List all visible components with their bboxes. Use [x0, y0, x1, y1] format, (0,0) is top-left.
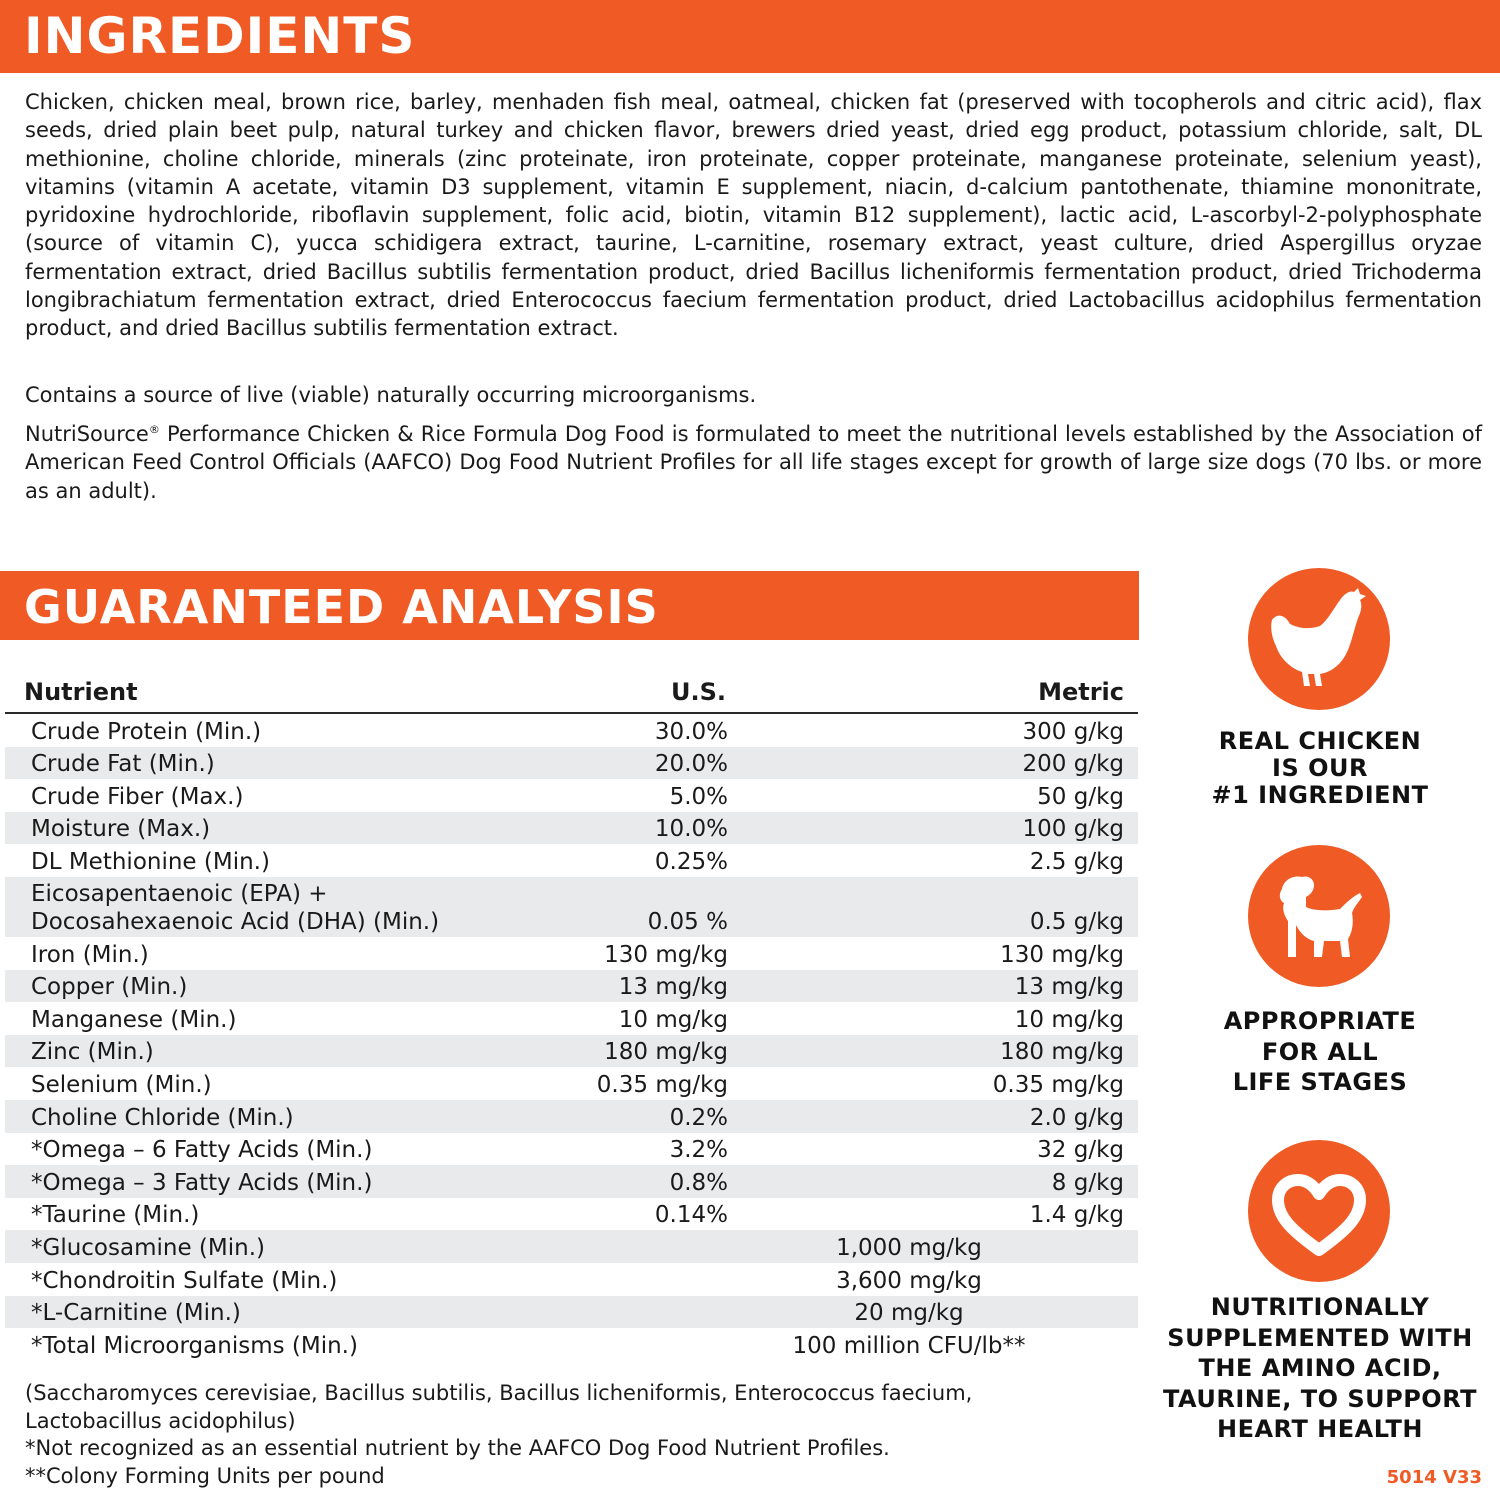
table-row — [5, 1165, 1138, 1198]
header-nutrient: Nutrient — [24, 678, 138, 706]
nutrient-name: *Chondroitin Sulfate (Min.) — [31, 1267, 338, 1294]
metric-value: 0.5 g/kg — [1029, 908, 1124, 935]
claim-line: LIFE STAGES — [1232, 1068, 1408, 1096]
nutrient-name: Moisture (Max.) — [31, 816, 211, 843]
nutrient-name: Eicosapentaenoic (EPA) + — [31, 880, 328, 907]
nutrient-name: Iron (Min.) — [31, 941, 149, 968]
table-row — [5, 844, 1138, 877]
metric-value: 1.4 g/kg — [1029, 1202, 1124, 1229]
claim-taurine — [1140, 1292, 1500, 1445]
metric-value: 10 mg/kg — [1014, 1006, 1124, 1033]
table-row — [5, 1296, 1138, 1329]
us-value: 10.0% — [654, 816, 728, 843]
metric-value: 32 g/kg — [1037, 1137, 1124, 1164]
claim-line: IS OUR — [1272, 754, 1368, 782]
metric-value: 8 g/kg — [1051, 1169, 1124, 1196]
table-row — [5, 937, 1138, 970]
table-row — [5, 1133, 1138, 1166]
claim-line: APPROPRIATE — [1223, 1007, 1417, 1035]
us-value: 30.0% — [654, 718, 728, 745]
footnote: **Colony Forming Units per pound — [25, 1463, 385, 1488]
nutrient-name: Copper (Min.) — [31, 974, 188, 1001]
footnote: (Saccharomyces cerevisiae, Bacillus subtilis, Bacillus licheniformis, Enterococcus faecium, — [25, 1381, 973, 1405]
us-value: 20.0% — [654, 751, 728, 778]
header-us: U.S. — [670, 678, 726, 706]
nutrient-name: Docosahexaenoic Acid (DHA) (Min.) — [31, 908, 440, 935]
table-row — [5, 1328, 1138, 1361]
nutrient-name: Crude Fiber (Max.) — [31, 783, 244, 810]
metric-value: 180 mg/kg — [1000, 1039, 1124, 1066]
claim-life-stages — [1140, 1006, 1500, 1098]
footnotes — [25, 1380, 1125, 1490]
claim-line: FOR ALL — [1261, 1037, 1379, 1066]
table-row — [5, 812, 1138, 845]
claim-line: THE AMINO ACID, — [1198, 1354, 1442, 1382]
puppy-icon — [1248, 845, 1390, 987]
metric-value: 50 g/kg — [1037, 783, 1124, 810]
us-value: 0.14% — [654, 1202, 728, 1229]
nutrient-name: Crude Fat (Min.) — [31, 751, 215, 778]
metric-value: 2.5 g/kg — [1029, 848, 1124, 875]
us-value: 3.2% — [669, 1137, 728, 1164]
nutrient-name: Crude Protein (Min.) — [31, 718, 262, 745]
metric-value: 130 mg/kg — [1000, 941, 1124, 968]
nutrient-name: Selenium (Min.) — [31, 1071, 212, 1098]
product-code: 5014 V33 — [1386, 1467, 1482, 1488]
heart-icon — [1248, 1140, 1390, 1282]
table-row — [5, 877, 1138, 937]
combined-value: 100 million CFU/lb** — [792, 1332, 1026, 1359]
nutrient-name: Choline Chloride (Min.) — [31, 1104, 294, 1131]
microorganisms-note: Contains a source of live (viable) naturally occurring microorganisms. — [25, 383, 757, 407]
claim-line: NUTRITIONALLY — [1210, 1293, 1430, 1321]
metric-value: 0.35 mg/kg — [992, 1071, 1124, 1098]
table-row — [5, 1035, 1138, 1068]
nutrient-name: Manganese (Min.) — [31, 1006, 237, 1033]
table-row — [5, 714, 1138, 747]
table-row — [5, 1263, 1138, 1296]
us-value: 180 mg/kg — [604, 1039, 728, 1066]
nutrient-name: *Omega – 3 Fatty Acids (Min.) — [31, 1169, 373, 1196]
us-value: 5.0% — [669, 783, 728, 810]
us-value: 130 mg/kg — [604, 941, 728, 968]
combined-value: 3,600 mg/kg — [836, 1267, 982, 1294]
metric-value: 200 g/kg — [1022, 751, 1124, 778]
claim-line: TAURINE, TO SUPPORT — [1163, 1384, 1477, 1413]
table-row — [5, 1230, 1138, 1263]
footnote: *Not recognized as an essential nutrient by the AAFCO Dog Food Nutrient Profiles. — [25, 1436, 890, 1460]
claim-real-chicken — [1140, 728, 1500, 809]
analysis-title: GUARANTEED ANALYSIS — [0, 571, 1139, 640]
table-header — [5, 674, 1138, 714]
metric-value: 300 g/kg — [1022, 718, 1124, 745]
nutrient-name: *L-Carnitine (Min.) — [31, 1300, 241, 1327]
metric-value: 13 mg/kg — [1014, 974, 1124, 1001]
chicken-icon — [1248, 568, 1390, 710]
combined-value: 20 mg/kg — [854, 1300, 964, 1327]
claim-line: SUPPLEMENTED WITH — [1167, 1323, 1473, 1352]
table-row — [5, 1198, 1138, 1231]
statement-text: Performance Chicken & Rice Formula Dog Food is formulated to meet the nutritional levels established by the Association of American Feed Control Officials (AAFCO) Dog Food Nutrient Profiles for all life stages except for growth of large size dogs (70 lbs. or more as an adult). — [25, 422, 1482, 503]
us-value: 0.2% — [669, 1104, 728, 1131]
claim-line: HEART HEALTH — [1216, 1415, 1423, 1443]
metric-value: 100 g/kg — [1022, 816, 1124, 843]
us-value: 0.8% — [669, 1169, 728, 1196]
us-value: 10 mg/kg — [618, 1006, 728, 1033]
us-value: 0.25% — [654, 848, 728, 875]
us-value: 13 mg/kg — [618, 974, 728, 1001]
claim-line: REAL CHICKEN — [1218, 727, 1422, 755]
table-body — [5, 714, 1138, 1361]
table-row — [5, 970, 1138, 1003]
ingredients-list: Chicken, chicken meal, brown rice, barley, menhaden fish meal, oatmeal, chicken fat (preserved with tocopherols and citric acid), flax seeds, dried plain beet pulp, natural turkey and chicken flavor, brewers dried yeast, dried egg product, potassium chloride, salt, DL methionine, choline chloride, minerals (zinc proteinate, iron proteinate, copper proteinate, manganese proteinate, selenium yeast), vitamins (vitamin A acetate, vitamin D3 supplement, vitamin E supplement, niacin, d-calcium pantothenate, thiamine mononitrate, pyridoxine hydrochloride, riboflavin supplement, folic acid, biotin, vitamin B12 supplement), lactic acid, L-ascorbyl-2-polyphosphate (source of vitamin C), yucca schidigera extract, taurine, L-carnitine, rosemary extract, yeast culture, dried Aspergillus oryzae fermentation extract, dried Bacillus subtilis fermentation product, dried Bacillus licheniformis fermentation product, dried Trichoderma longibrachiatum fermentation extract, dried Enterococcus faecium fermentation product, dried Lactobacillus acidophilus fermentation product, and dried Bacillus subtilis fermentation extract. — [25, 90, 1482, 341]
us-value: 0.05 % — [647, 908, 728, 935]
table-row — [5, 1002, 1138, 1035]
table-row — [5, 779, 1138, 812]
registered-mark: ® — [148, 423, 160, 436]
aafco-statement — [25, 420, 1482, 505]
nutrient-name: Zinc (Min.) — [31, 1039, 154, 1066]
table-row — [5, 1067, 1138, 1100]
table-row — [5, 1100, 1138, 1133]
table-row — [5, 747, 1138, 780]
nutrient-name: *Total Microorganisms (Min.) — [31, 1332, 358, 1359]
footnote: Lactobacillus acidophilus) — [25, 1408, 296, 1433]
brand-name: NutriSource — [25, 422, 149, 446]
claim-line: #1 INGREDIENT — [1211, 781, 1429, 809]
nutrient-name: DL Methionine (Min.) — [31, 848, 270, 875]
nutrient-name: *Taurine (Min.) — [31, 1202, 200, 1229]
ingredients-title: INGREDIENTS — [0, 0, 1500, 73]
us-value: 0.35 mg/kg — [596, 1071, 728, 1098]
nutrient-name: *Glucosamine (Min.) — [31, 1234, 265, 1261]
analysis-table — [5, 674, 1138, 1361]
metric-value: 2.0 g/kg — [1029, 1104, 1124, 1131]
header-metric: Metric — [1038, 678, 1124, 706]
nutrient-name: *Omega – 6 Fatty Acids (Min.) — [31, 1137, 373, 1164]
combined-value: 1,000 mg/kg — [836, 1234, 982, 1261]
